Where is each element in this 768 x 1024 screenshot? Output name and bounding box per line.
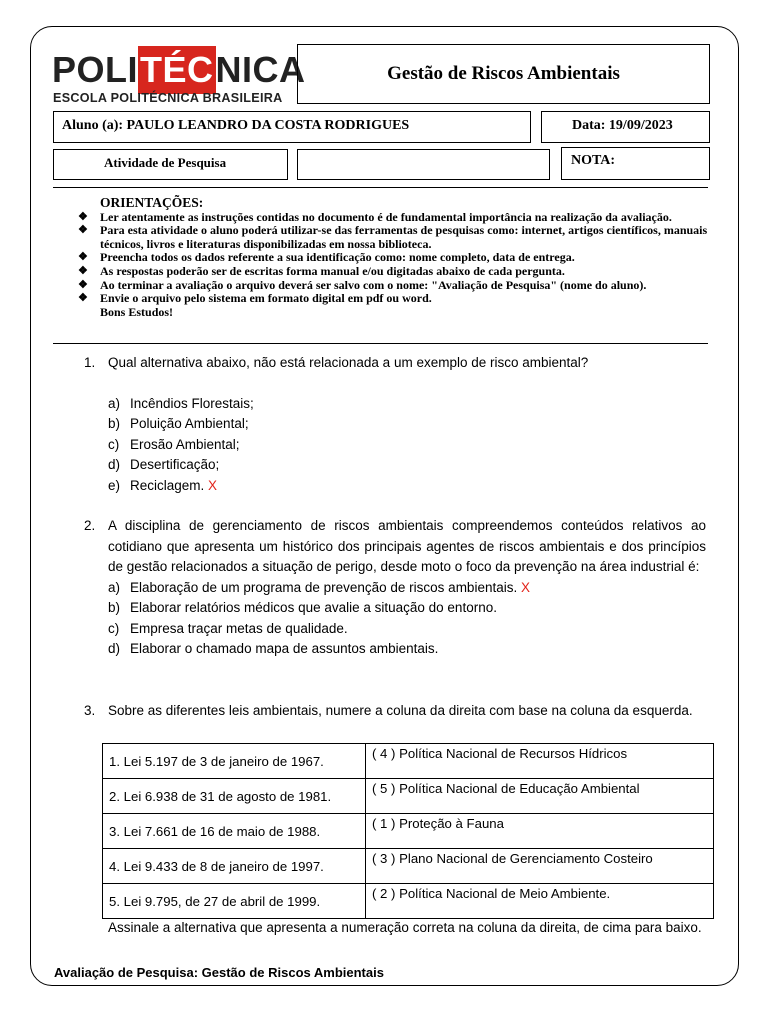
page-footer: Avaliação de Pesquisa: Gestão de Riscos Ambientais — [54, 965, 384, 980]
law-cell: 1. Lei 5.197 de 3 de janeiro de 1967. — [103, 744, 366, 779]
laws-matching-table — [102, 743, 714, 919]
question-3-instruction: Assinale a alternativa que apresenta a numeração correta na coluna da direita, de cima para baixo. — [108, 920, 702, 935]
option-d: d) Desertificação; — [108, 457, 220, 472]
question-text: A disciplina de gerenciamento de riscos ambientais compreendemos conteúdos relativos ao cotidiano que apresenta um histórico dos principais agentes de riscos ambientais e dos princípios de gestão relacionados a situação de perigo, desde moto o foco da prevenção na área industrial é: — [108, 518, 706, 574]
table-row — [103, 779, 714, 814]
grade-box — [561, 147, 710, 180]
document-title: Gestão de Riscos Ambientais — [297, 44, 710, 104]
instructions-title: ORIENTAÇÕES: — [100, 195, 204, 210]
question-3 — [84, 701, 706, 722]
instructions-list — [78, 211, 708, 306]
closing-text: Bons Estudos! — [100, 304, 174, 319]
blank-box — [297, 149, 550, 180]
logo-highlight: TÉC — [138, 46, 216, 94]
diamond-bullet-icon: ❖ — [78, 278, 88, 291]
policy-cell: ( 3 ) Plano Nacional de Gerenciamento Costeiro — [366, 849, 714, 884]
instruction-item: ❖ Para esta atividade o aluno poderá utilizar-se das ferramentas de pesquisas como: internet, artigos científicos, manuais técnicos, livros e literaturas disponibilizadas em nossa biblioteca. — [78, 223, 708, 251]
answer-mark: X — [208, 477, 218, 493]
option-d: d) Elaborar o chamado mapa de assuntos ambientais. — [108, 641, 439, 656]
table-row — [103, 814, 714, 849]
instruction-item: ❖ As respostas poderão ser de escritas forma manual e/ou digitadas abaixo de cada pergunta. — [78, 263, 565, 278]
instruction-item: ❖ Preencha todos os dados referente a sua identificação como: nome completo, data de entrega. — [78, 250, 575, 265]
law-cell: 4. Lei 9.433 de 8 de janeiro de 1997. — [103, 849, 366, 884]
instruction-item: ❖ Ler atentamente as instruções contidas no documento é de fundamental importância na realização da avaliação. — [78, 209, 672, 224]
question-number: 1. — [84, 355, 96, 370]
option-c: c) Empresa traçar metas de qualidade. — [108, 620, 348, 636]
logo-wordmark — [52, 46, 306, 94]
law-cell: 2. Lei 6.938 de 31 de agosto de 1981. — [103, 779, 366, 814]
policy-cell: ( 5 ) Política Nacional de Educação Ambiental — [366, 779, 714, 814]
school-logo — [52, 46, 306, 108]
diamond-bullet-icon: ❖ — [78, 224, 88, 237]
table-row — [103, 884, 714, 919]
divider-top — [53, 187, 708, 188]
instruction-item: ❖ Envie o arquivo pelo sistema em formato digital em pdf ou word. — [78, 291, 432, 306]
question-number: 3. — [84, 703, 96, 718]
diamond-bullet-icon: ❖ — [78, 251, 88, 264]
option-a: a) Incêndios Florestais; — [108, 395, 254, 411]
question-number: 2. — [84, 518, 96, 533]
logo-part-2: NICA — [215, 49, 306, 90]
policy-cell: ( 2 ) Política Nacional de Meio Ambiente. — [366, 884, 714, 919]
diamond-bullet-icon: ❖ — [78, 292, 88, 305]
student-name: Aluno (a): PAULO LEANDRO DA COSTA RODRIGUES — [62, 118, 410, 133]
option-c: c) Erosão Ambiental; — [108, 436, 240, 452]
option-a: a) Elaboração de um programa de prevenção de riscos ambientais. X — [108, 579, 530, 595]
table-row — [103, 744, 714, 779]
instruction-item: ❖ Ao terminar a avaliação o arquivo deverá ser salvo com o nome: "Avaliação de Pesquisa" (nome do aluno). — [78, 277, 647, 292]
law-cell: 3. Lei 7.661 de 16 de maio de 1988. — [103, 814, 366, 849]
question-text: Qual alternativa abaixo, não está relacionada a um exemplo de risco ambiental? — [108, 355, 589, 370]
logo-part-1: POLI — [52, 49, 139, 90]
question-text: Sobre as diferentes leis ambientais, numere a coluna da direita com base na coluna da esquerda. — [108, 703, 693, 718]
question-1 — [84, 353, 706, 496]
date-box — [541, 111, 710, 143]
option-e: e) Reciclagem. X — [108, 477, 218, 493]
instructions — [78, 196, 708, 319]
table-row — [103, 849, 714, 884]
divider-instructions — [53, 343, 708, 344]
diamond-bullet-icon: ❖ — [78, 264, 88, 277]
student-name-box — [53, 111, 531, 143]
logo-subtitle: ESCOLA POLITÉCNICA BRASILEIRA — [53, 91, 283, 105]
activity-box — [53, 149, 288, 180]
diamond-bullet-icon: ❖ — [78, 210, 88, 223]
answer-mark: X — [520, 579, 530, 595]
option-b: b) Elaborar relatórios médicos que avalie a situação do entorno. — [108, 600, 497, 615]
grade-label: NOTA: — [571, 153, 616, 168]
activity-label: Atividade de Pesquisa — [104, 155, 227, 170]
option-b: b) Poluição Ambiental; — [108, 416, 249, 431]
question-2 — [84, 516, 706, 660]
policy-cell: ( 4 ) Política Nacional de Recursos Hídricos — [366, 744, 714, 779]
date-field: Data: 19/09/2023 — [572, 118, 673, 133]
policy-cell: ( 1 ) Proteção à Fauna — [366, 814, 714, 849]
law-cell: 5. Lei 9.795, de 27 de abril de 1999. — [103, 884, 366, 919]
